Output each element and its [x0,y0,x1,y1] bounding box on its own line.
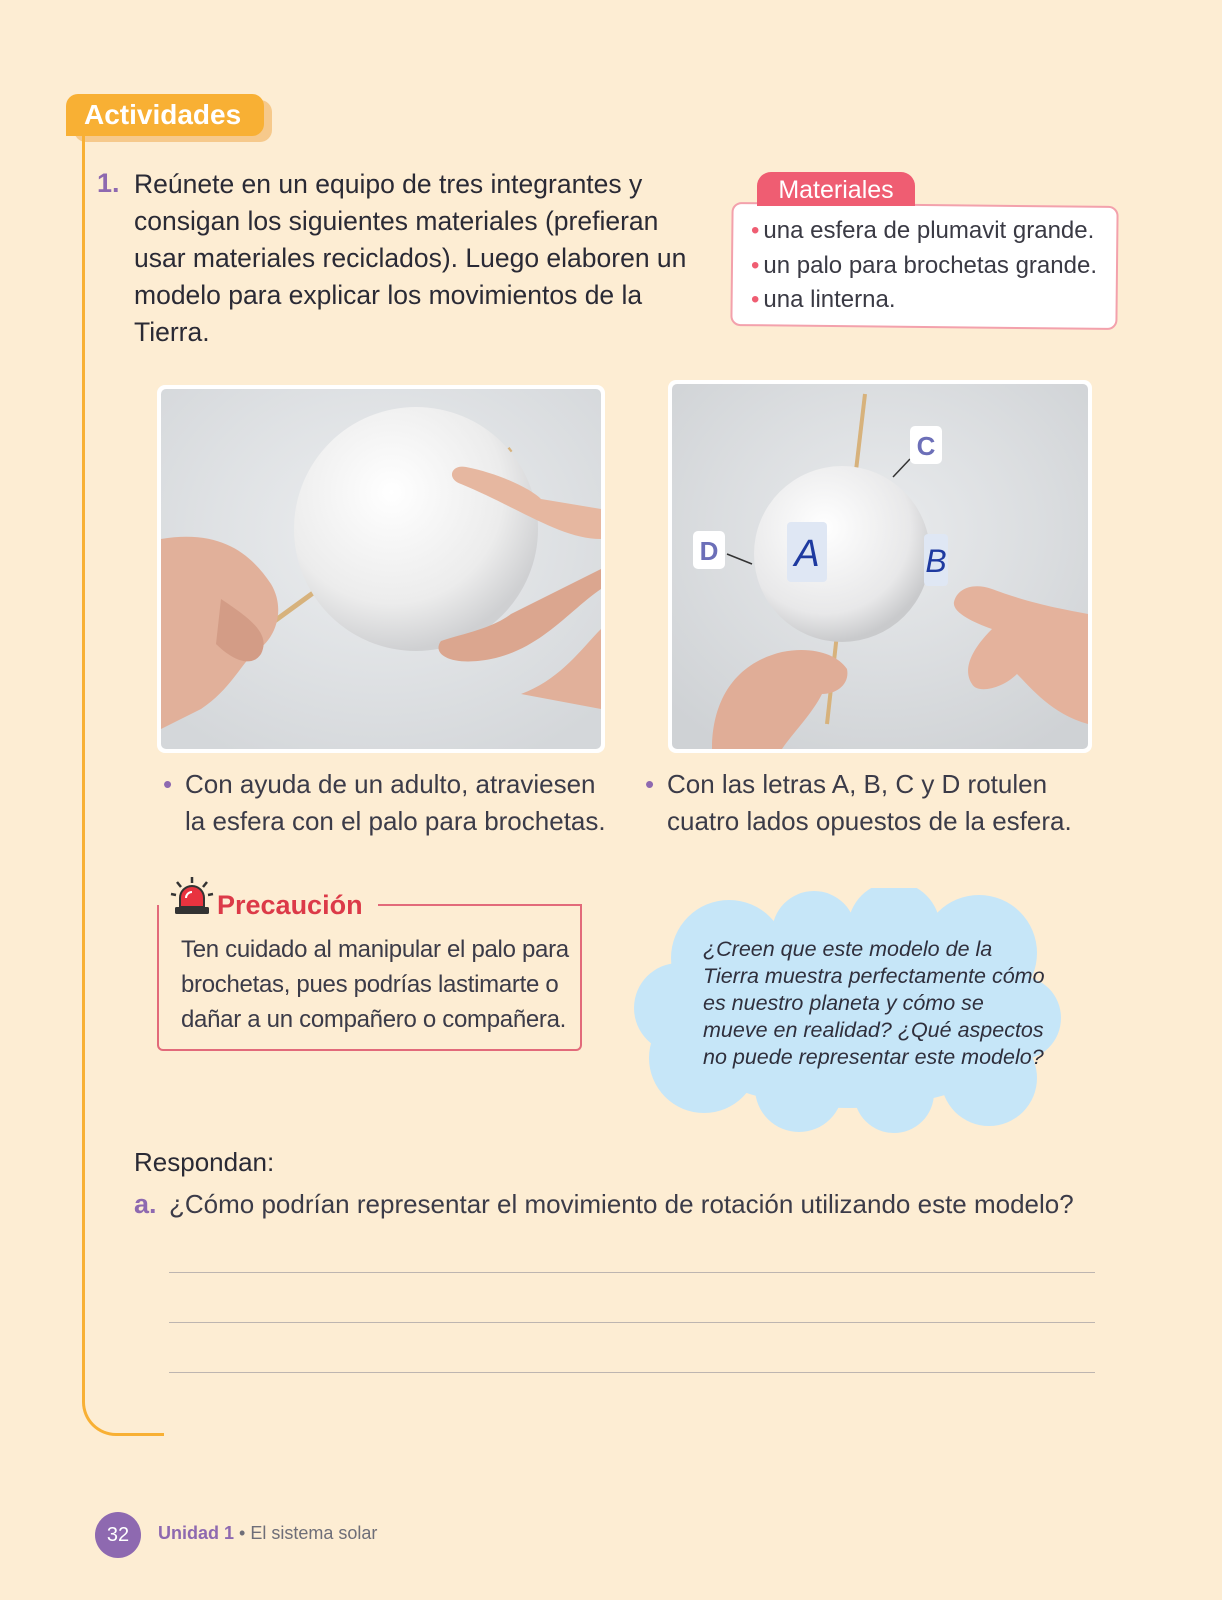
photo-labeled-sphere [668,380,1092,753]
bullet-icon: • [645,769,655,799]
caution-top-rule [378,904,582,906]
question-number: 1. [97,168,120,198]
caption-pierce: • Con ayuda de un adulto, atraviesen la esfera con el palo para brochetas. [185,766,615,840]
materials-list [751,214,1097,318]
page-number: 32 [95,1512,141,1558]
caution-text: Ten cuidado al manipular el palo para brochetas, pues podrías lastimarte o dañar a un compañero o compañera. [181,936,569,1033]
bullet-icon: • [163,769,173,799]
activities-tab: Actividades [66,94,264,136]
question-text: Reúnete en un equipo de tres integrantes y consigan los siguientes materiales (prefieran usar materiales reciclados). Luego elaboren un modelo para explicar los movimientos de la Tierra. [134,169,687,347]
sphere-label-a: A [794,533,820,575]
subquestion-letter: a. [134,1189,157,1219]
answer-line[interactable] [169,1372,1095,1373]
sphere-label-b: B [925,543,947,579]
callout-label-d: D [699,536,719,566]
caption-label: • Con las letras A, B, C y D rotulen cuatro lados opuestos de la esfera. [667,766,1097,840]
cloud-question: ¿Creen que este modelo de la Tierra muestra perfectamente cómo es nuestro planeta y cómo se mueve en realidad? ¿Qué aspectos no puede representar este modelo? [703,937,1045,1069]
photo-pierce-sphere [157,385,605,753]
footer-unit: Unidad 1 • El sistema solar [158,1523,378,1543]
materials-title: Materiales [757,172,915,206]
subquestion-text: ¿Cómo podrían representar el movimiento de rotación utilizando este modelo? [169,1189,1074,1219]
caution-title: Precaución [217,890,363,920]
alarm-light-icon [170,876,214,921]
answer-line[interactable] [169,1322,1095,1323]
callout-label-c: C [916,431,936,461]
materials-item: • un palo para brochetas grande. [751,251,1097,279]
materials-item: • una esfera de plumavit grande. [751,217,1095,244]
respond-label: Respondan: [134,1147,275,1177]
materials-item: • una linterna. [751,286,896,313]
answer-line[interactable] [169,1272,1095,1273]
